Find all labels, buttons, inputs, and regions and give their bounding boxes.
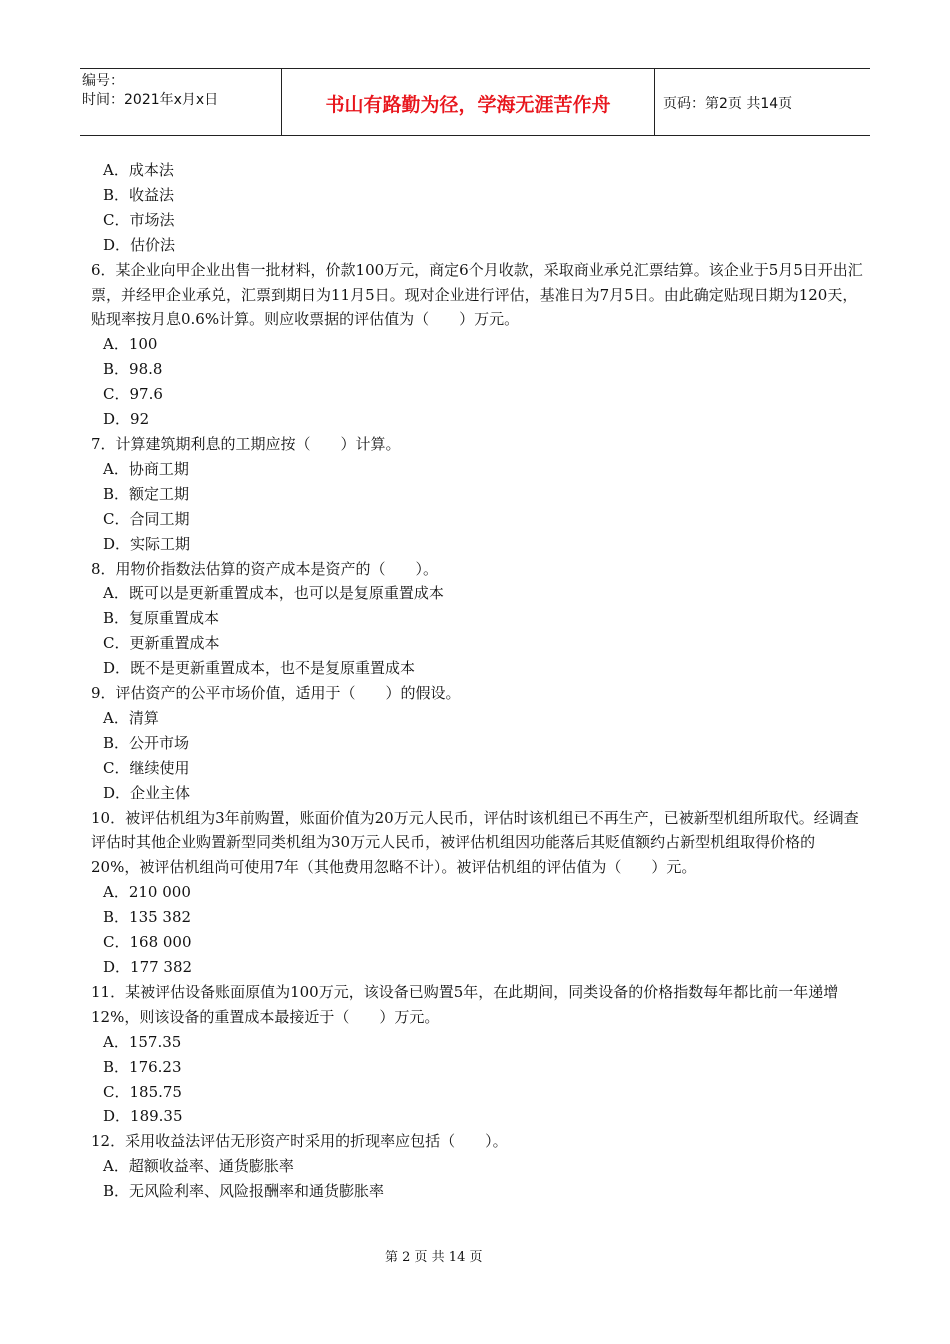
option: D．估价法 <box>103 235 176 254</box>
question-text: 12．采用收益法评估无形资产时采用的折现率应包括（ ）。 <box>91 1132 508 1151</box>
option: D．实际工期 <box>103 534 191 553</box>
option: D．92 <box>103 410 150 429</box>
option: B．复原重置成本 <box>103 609 220 628</box>
question-10 <box>91 806 863 980</box>
option: B．公开市场 <box>103 733 190 752</box>
leading-options <box>91 158 863 258</box>
question-11 <box>91 980 863 1129</box>
question-12 <box>91 1129 863 1204</box>
option: B．收益法 <box>103 185 175 204</box>
document-number-label: 编号： <box>82 73 124 89</box>
option: C．市场法 <box>103 210 175 229</box>
option: C．185.75 <box>103 1082 182 1101</box>
question-text: 8．用物价指数法估算的资产成本是资产的（ ）。 <box>91 559 439 578</box>
option: B．98.8 <box>103 360 163 379</box>
option: D．企业主体 <box>103 783 191 802</box>
question-text: 9．评估资产的公平市场价值，适用于（ ）的假设。 <box>91 684 461 703</box>
header-meta <box>80 69 282 135</box>
header-page-info: 页码：第2页 共14页 <box>663 96 793 112</box>
document-time: 时间：2021年x月x日 <box>82 92 219 108</box>
header-slogan: 书山有路勤为径，学海无涯苦作舟 <box>282 69 655 135</box>
question-text: 6．某企业向甲企业出售一批材料，价款100万元，商定6个月收款，采取商业承兑汇票结算。该企业于5月5日开出汇票，并经甲企业承兑，汇票到期日为11月5日。现对企业进行评估，基准日为7月5日。由此确定贴现日期为120天，贴现率按月息0.6%计算。则应收票据的评估值为（ ）万元。 <box>91 260 863 329</box>
option: C．更新重置成本 <box>103 634 220 653</box>
option: B．无风险利率、风险报酬率和通货膨胀率 <box>103 1182 385 1201</box>
option: A．成本法 <box>103 161 174 179</box>
question-7 <box>91 432 863 557</box>
option: A．超额收益率、通货膨胀率 <box>103 1157 294 1176</box>
question-9 <box>91 681 863 806</box>
option: A．协商工期 <box>103 459 189 478</box>
option: C．168 000 <box>103 933 192 952</box>
option: A．210 000 <box>103 883 191 902</box>
question-6 <box>91 258 863 432</box>
option: A．清算 <box>103 708 159 727</box>
option: C．继续使用 <box>103 758 190 777</box>
question-text: 11．某被评估设备账面原值为100万元，该设备已购置5年，在此期间，同类设备的价格指数每年都比前一年递增12%，则该设备的重置成本最接近于（ ）万元。 <box>91 982 839 1026</box>
page-header <box>80 68 870 136</box>
option: D．既不是更新重置成本，也不是复原重置成本 <box>103 659 416 678</box>
question-text: 10．被评估机组为3年前购置，账面价值为20万元人民币，评估时该机组已不再生产，已被新型机组所取代。经调查评估时其他企业购置新型同类机组为30万元人民币，被评估机组因功能落后其贬值额约占新型机组取得价格的20%，被评估机组尚可使用7年（其他费用忽略不计）。被评估机组的评估值为（ ）元。 <box>91 808 859 877</box>
question-8 <box>91 557 863 682</box>
option: B．176.23 <box>103 1057 182 1076</box>
option: A．100 <box>103 335 158 354</box>
question-content <box>91 158 863 1204</box>
option: A．157.35 <box>103 1032 182 1051</box>
option: B．135 382 <box>103 908 192 927</box>
option: D．177 382 <box>103 958 193 976</box>
option: D．189.35 <box>103 1107 183 1126</box>
option: B．额定工期 <box>103 484 190 503</box>
option: C．97.6 <box>103 385 163 404</box>
question-text: 7．计算建筑期利息的工期应按（ ）计算。 <box>91 434 401 453</box>
option: C．合同工期 <box>103 509 190 528</box>
option: A．既可以是更新重置成本，也可以是复原重置成本 <box>103 584 444 603</box>
page-footer: 第 2 页 共 14 页 <box>385 1250 483 1265</box>
